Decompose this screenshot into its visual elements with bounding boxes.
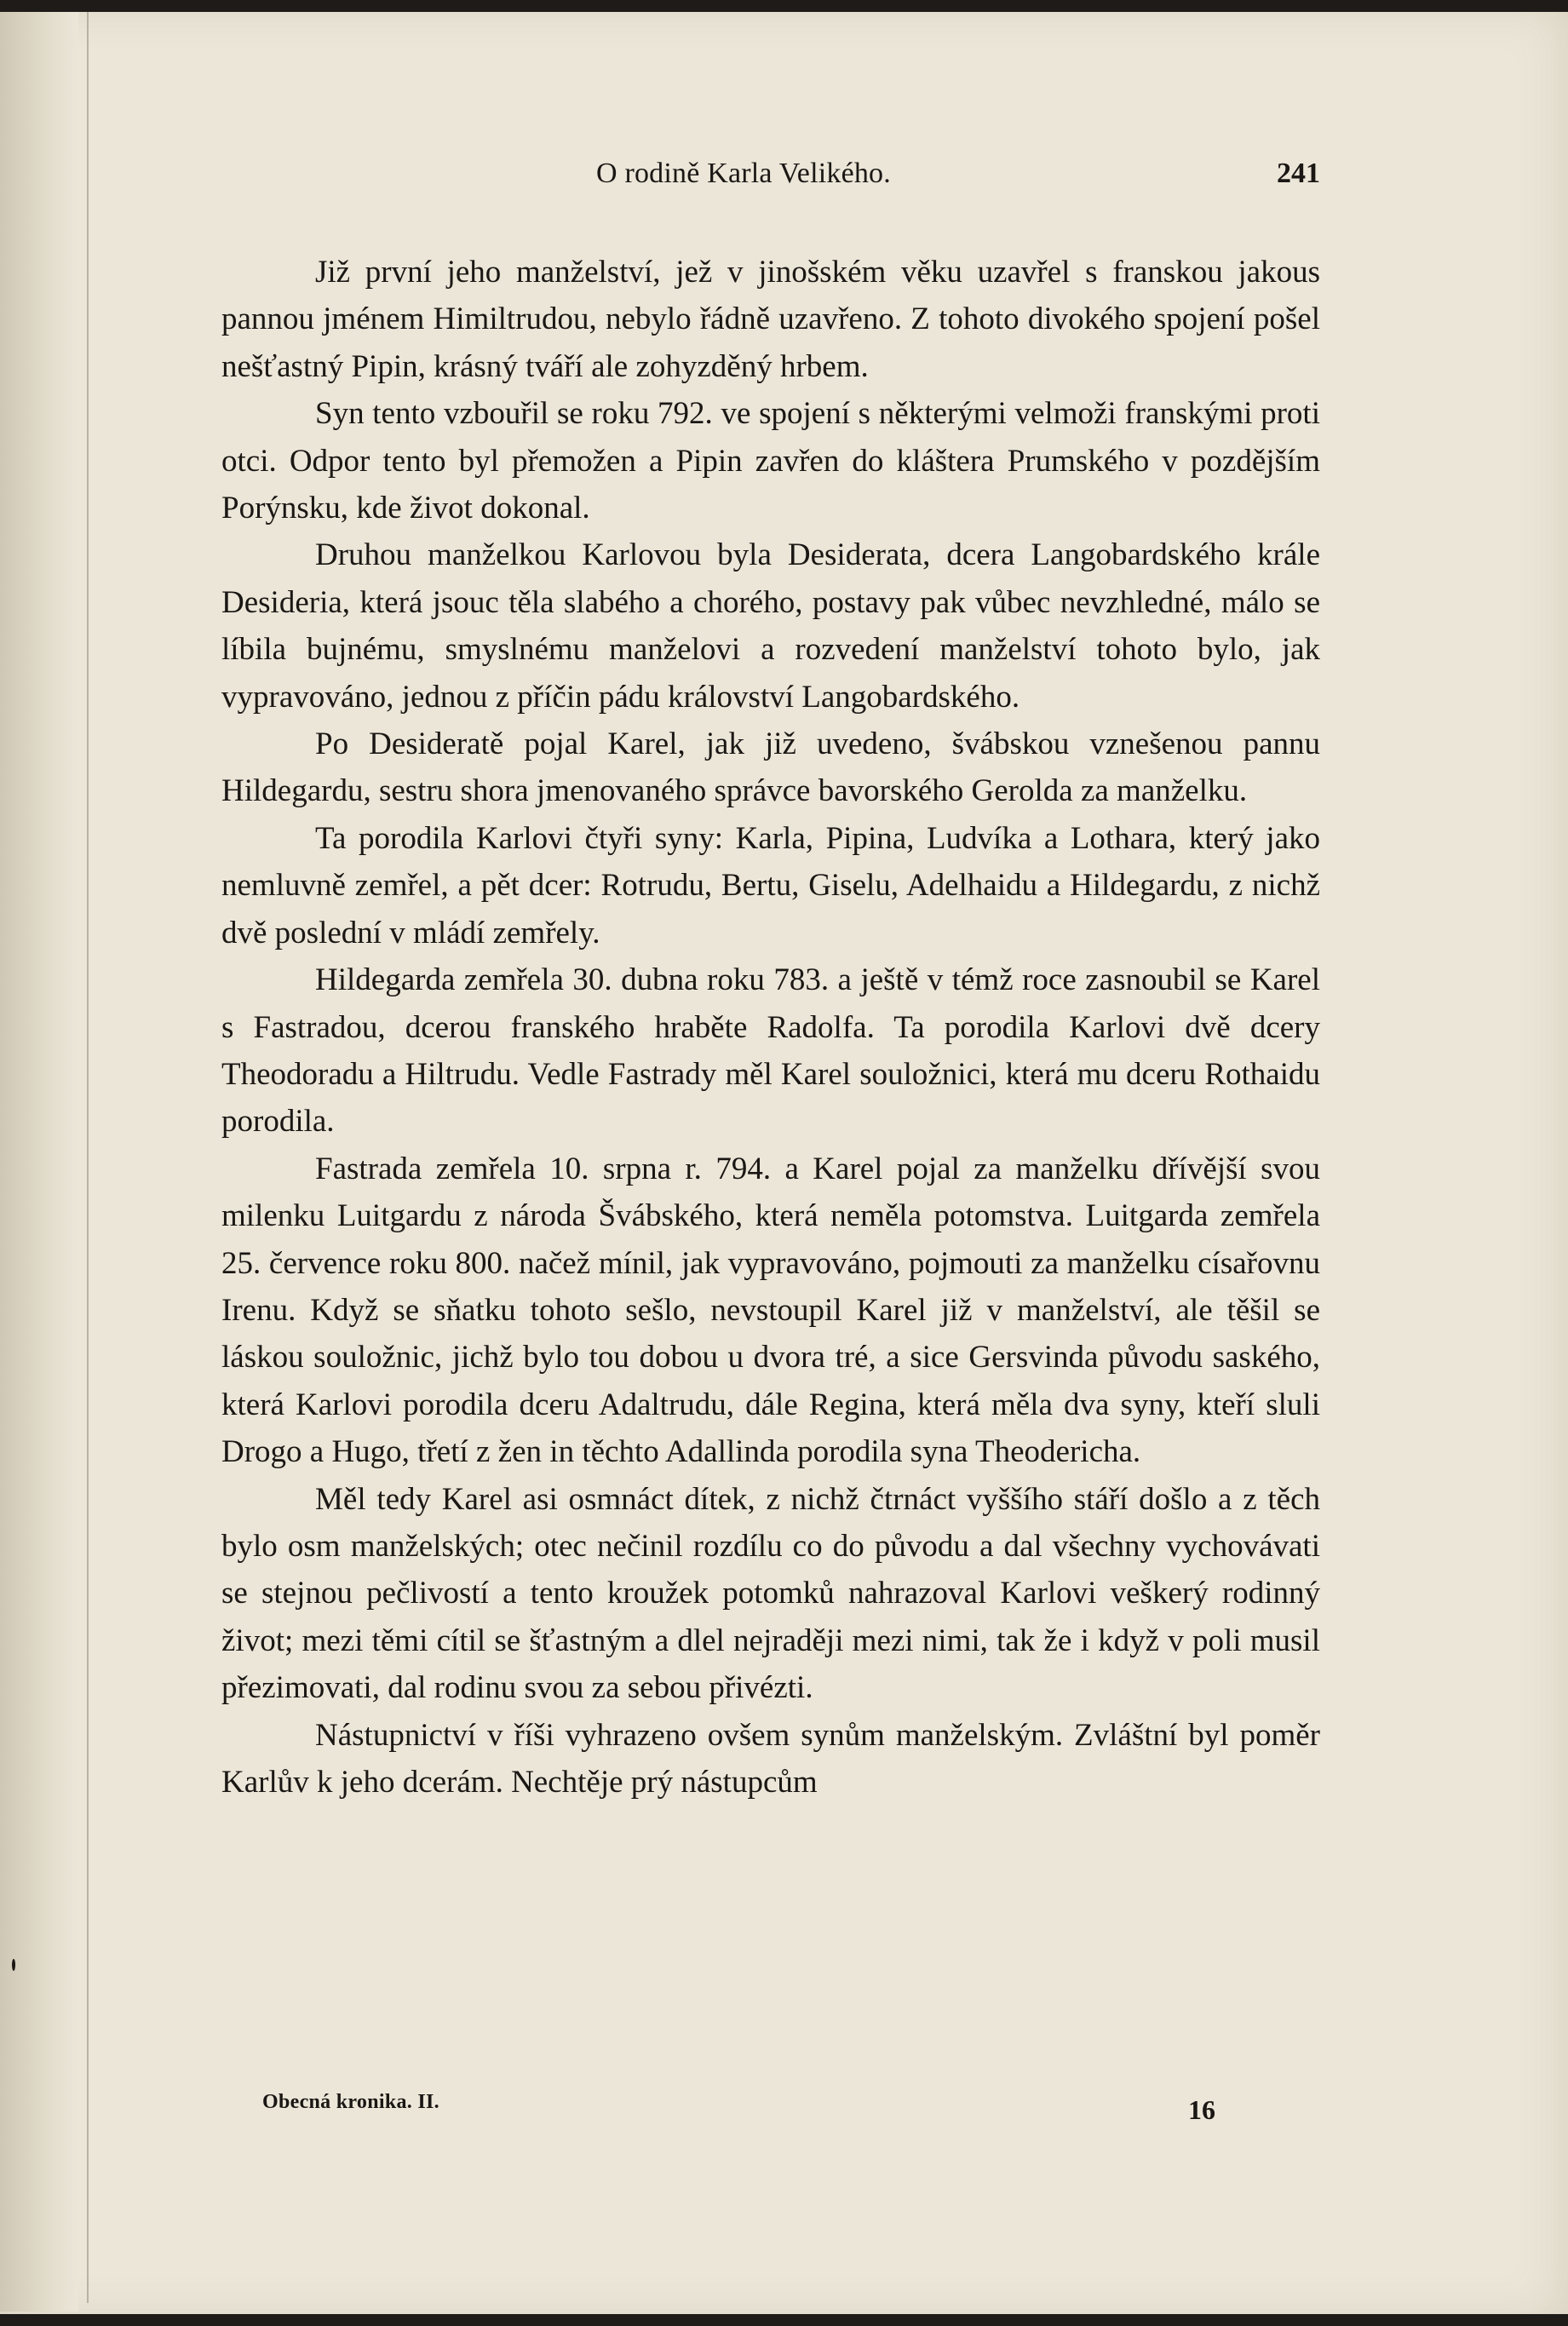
paragraph: Fastrada zemřela 10. srpna r. 794. a Karel pojal za manželku dřívější svou milenku Luitgardu z národa Švábského, která neměla potomstva. Luitgarda zemřela 25. července roku 800. načež mínil, jak vypravováno, pojmouti za manželku císařovnu Irenu. Když se sňatku tohoto sešlo, nevstoupil Karel již v manželství, ale těšil se láskou souložnic, jichž bylo tou dobou u dvora tré, a sice Gersvinda původu saského, která Karlovi porodila dceru Adaltrudu, dále Regina, která měla dva syny, kteří sluli Drogo a Hugo, třetí z žen in těchto Adallinda porodila syna Theodericha. [221, 1151, 1320, 1470]
page-number: 241 [1277, 158, 1320, 189]
paragraph: Nástupnictví v říši vyhrazeno ovšem synům manželským. Zvláštní byl poměr Karlův k jeho dcerám. Nechtěje prý nástupcům [221, 1717, 1320, 1800]
margin-speck [12, 1959, 15, 1971]
paragraph: Druhou manželkou Karlovou byla Desiderata, dcera Langobardského krále Desideria, která jsouc těla slabého a chorého, postavy pak vůbec nevzhledné, málo se líbila bujnému, smyslnému manželovi a rozvedení manželství tohoto bylo, jak vypravováno, jednou z příčin pádu království Langobardského. [221, 537, 1320, 715]
body-text [221, 249, 1320, 1806]
paragraph: Syn tento vzbouřil se roku 792. ve spojení s některými velmoži franskými proti otci. Odpor tento byl přemožen a Pipin zavřen do kláštera Prumského v pozdějším Porýnsku, kde život dokonal. [221, 396, 1320, 526]
paragraph: Hildegarda zemřela 30. dubna roku 783. a ještě v témž roce zasnoubil se Karel s Fastradou, dcerou franského hraběte Radolfa. Ta porodila Karlovi dvě dcery Theodoradu a Hiltrudu. Vedle Fastrady měl Karel souložnici, která mu dceru Rothaidu porodila. [221, 962, 1320, 1140]
paragraph: Po Desideratě pojal Karel, jak již uvedeno, švábskou vznešenou pannu Hildegardu, sestru shora jmenovaného správce bavorského Gerolda za manželku. [221, 727, 1320, 809]
scan-bottom-edge [0, 2314, 1568, 2326]
running-title: O rodině Karla Velikého. [596, 158, 891, 189]
footer-signature: Obecná kronika. II. [262, 2091, 439, 2113]
scan-top-edge [0, 0, 1568, 12]
page-header [221, 158, 1320, 200]
sheet-number: 16 [1188, 2094, 1215, 2125]
page-footer [221, 2091, 1320, 2134]
paragraph: Měl tedy Karel asi osmnáct dítek, z nichž čtrnáct vyššího stáří došlo a z těch bylo osm manželských; otec nečinil rozdílu co do původu a dal všechny vychovávati se stejnou pečlivostí a tento kroužek potomků nahrazoval Karlovi veškerý rodinný život; mezi těmi cítil se šťastným a dlel nejraději mezi nimi, tak že i když v poli musil přezimovati, dal rodinu svou za sebou přivézti. [221, 1481, 1320, 1706]
paragraph: Již první jeho manželství, jež v jinošském věku uzavřel s franskou jakous pannou jménem Himiltrudou, nebylo řádně uzavřeno. Z tohoto divokého spojení pošel nešťastný Pipin, krásný tváří ale zohyzděný hrbem. [221, 255, 1320, 384]
paragraph: Ta porodila Karlovi čtyři syny: Karla, Pipina, Ludvíka a Lothara, který jako nemluvně zemřel, a pět dcer: Rotrudu, Bertu, Giselu, Adelhaidu a Hildegardu, z nichž dvě poslední v mládí zemřely. [221, 820, 1320, 951]
gutter-fold-line [87, 12, 89, 2303]
